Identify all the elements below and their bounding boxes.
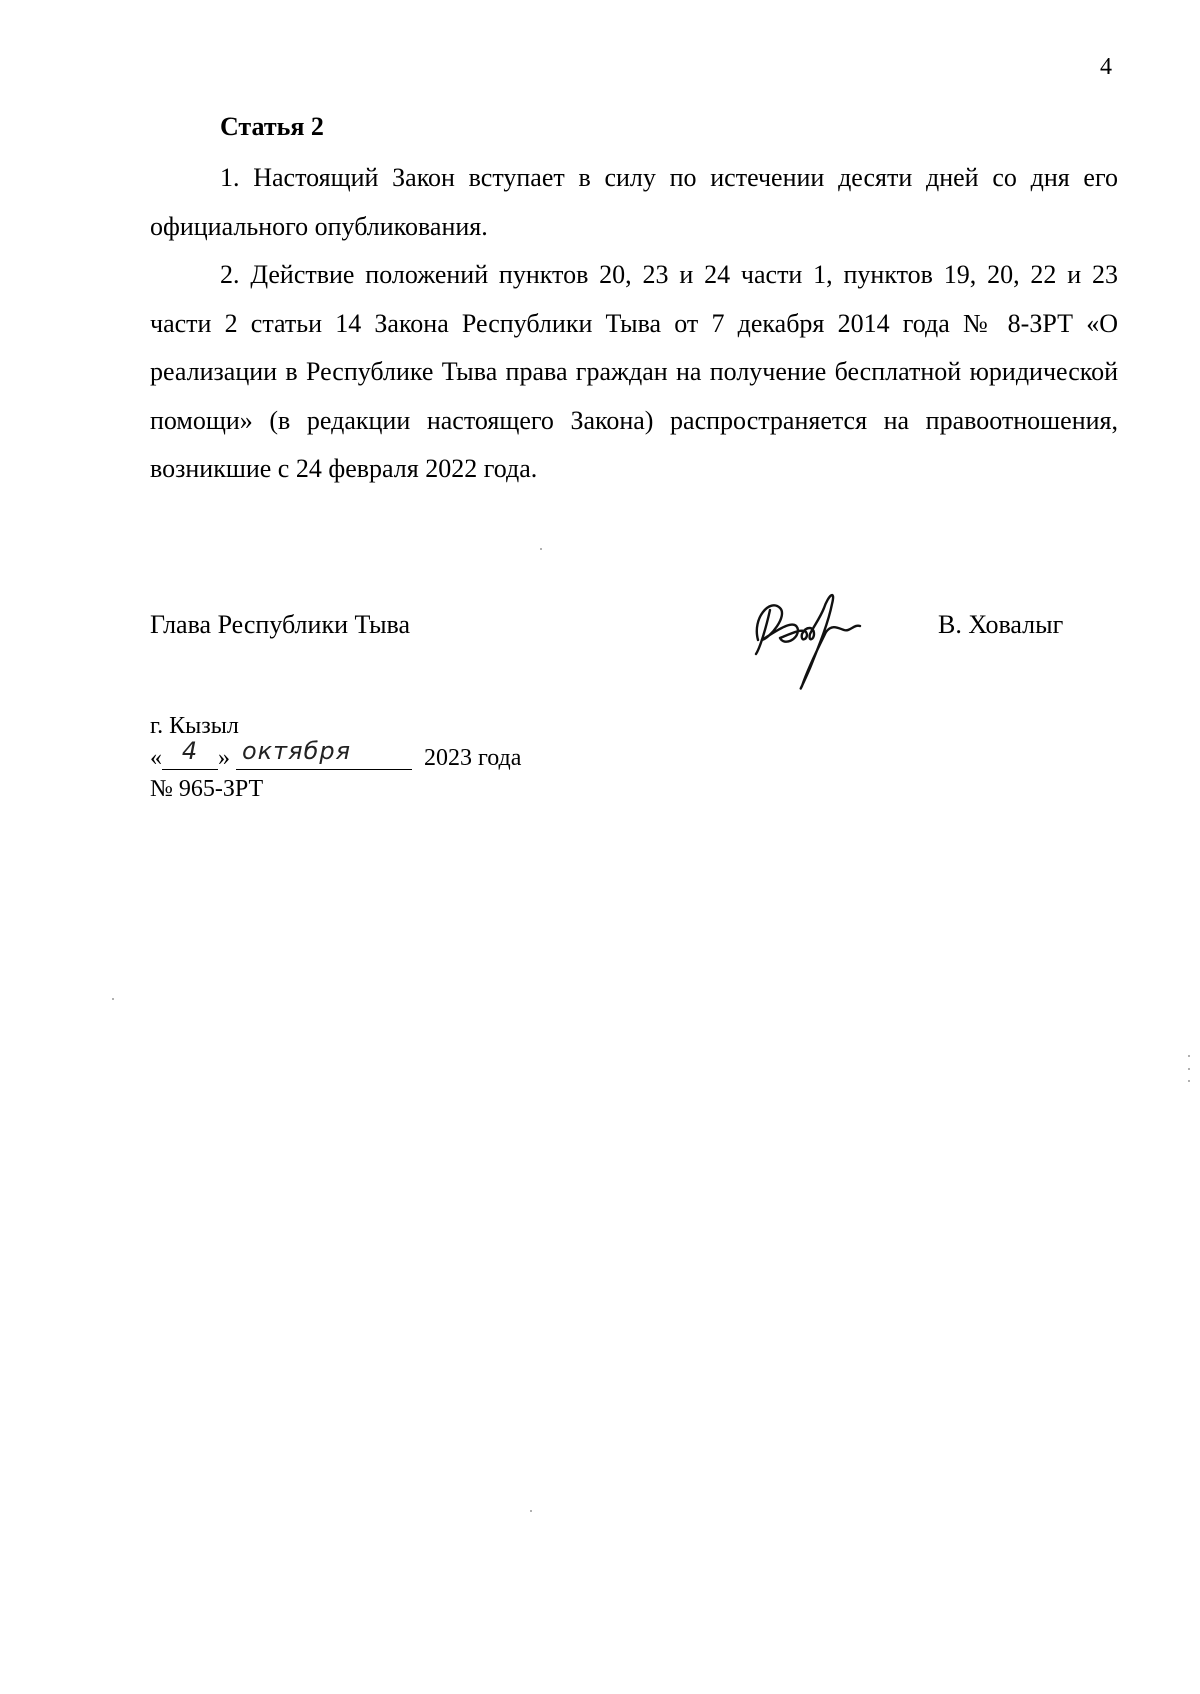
scan-speck: [530, 1510, 532, 1512]
scan-speck: [1188, 1080, 1190, 1082]
place-of-signing: г. Кызыл: [150, 713, 239, 739]
article-paragraph-2: 2. Действие положений пунктов 20, 23 и 24 части 1, пунктов 19, 20, 22 и 23 части 2 статьи 14 Закона Республики Тыва от 7 декабря 2014 года № 8-ЗРТ «О реализации в Республике Тыва права граждан на получение бесплатной юридической помощи» (в редакции настоящего Закона) распространяется на правоотношения, возникшие с 24 февраля 2022 года.: [150, 260, 1118, 483]
date-year: 2023 года: [424, 745, 522, 771]
signatory-position: Глава Республики Тыва: [150, 610, 411, 639]
date-close-quote: »: [218, 745, 230, 771]
article-paragraph-1: 1. Настоящий Закон вступает в силу по истечении десяти дней со дня его официального опубликования.: [150, 163, 1118, 241]
law-number: № 965-ЗРТ: [150, 776, 264, 802]
date-day-field: [162, 737, 218, 770]
page-number: 4: [1100, 54, 1112, 80]
date-open-quote: «: [150, 745, 162, 771]
scan-speck: [540, 548, 542, 550]
article-title: Статья 2: [220, 112, 324, 141]
scan-speck: [112, 998, 114, 1000]
handwritten-signature-icon: [740, 568, 890, 718]
date-day-handwritten: 4: [181, 737, 199, 765]
date-month-handwritten: октября: [242, 737, 352, 765]
date-month-field: [236, 737, 412, 770]
scan-speck: [1188, 1068, 1190, 1070]
signatory-name: В. Ховалыг: [938, 610, 1064, 639]
signing-date: [150, 737, 522, 773]
scan-speck: [1188, 1055, 1190, 1057]
